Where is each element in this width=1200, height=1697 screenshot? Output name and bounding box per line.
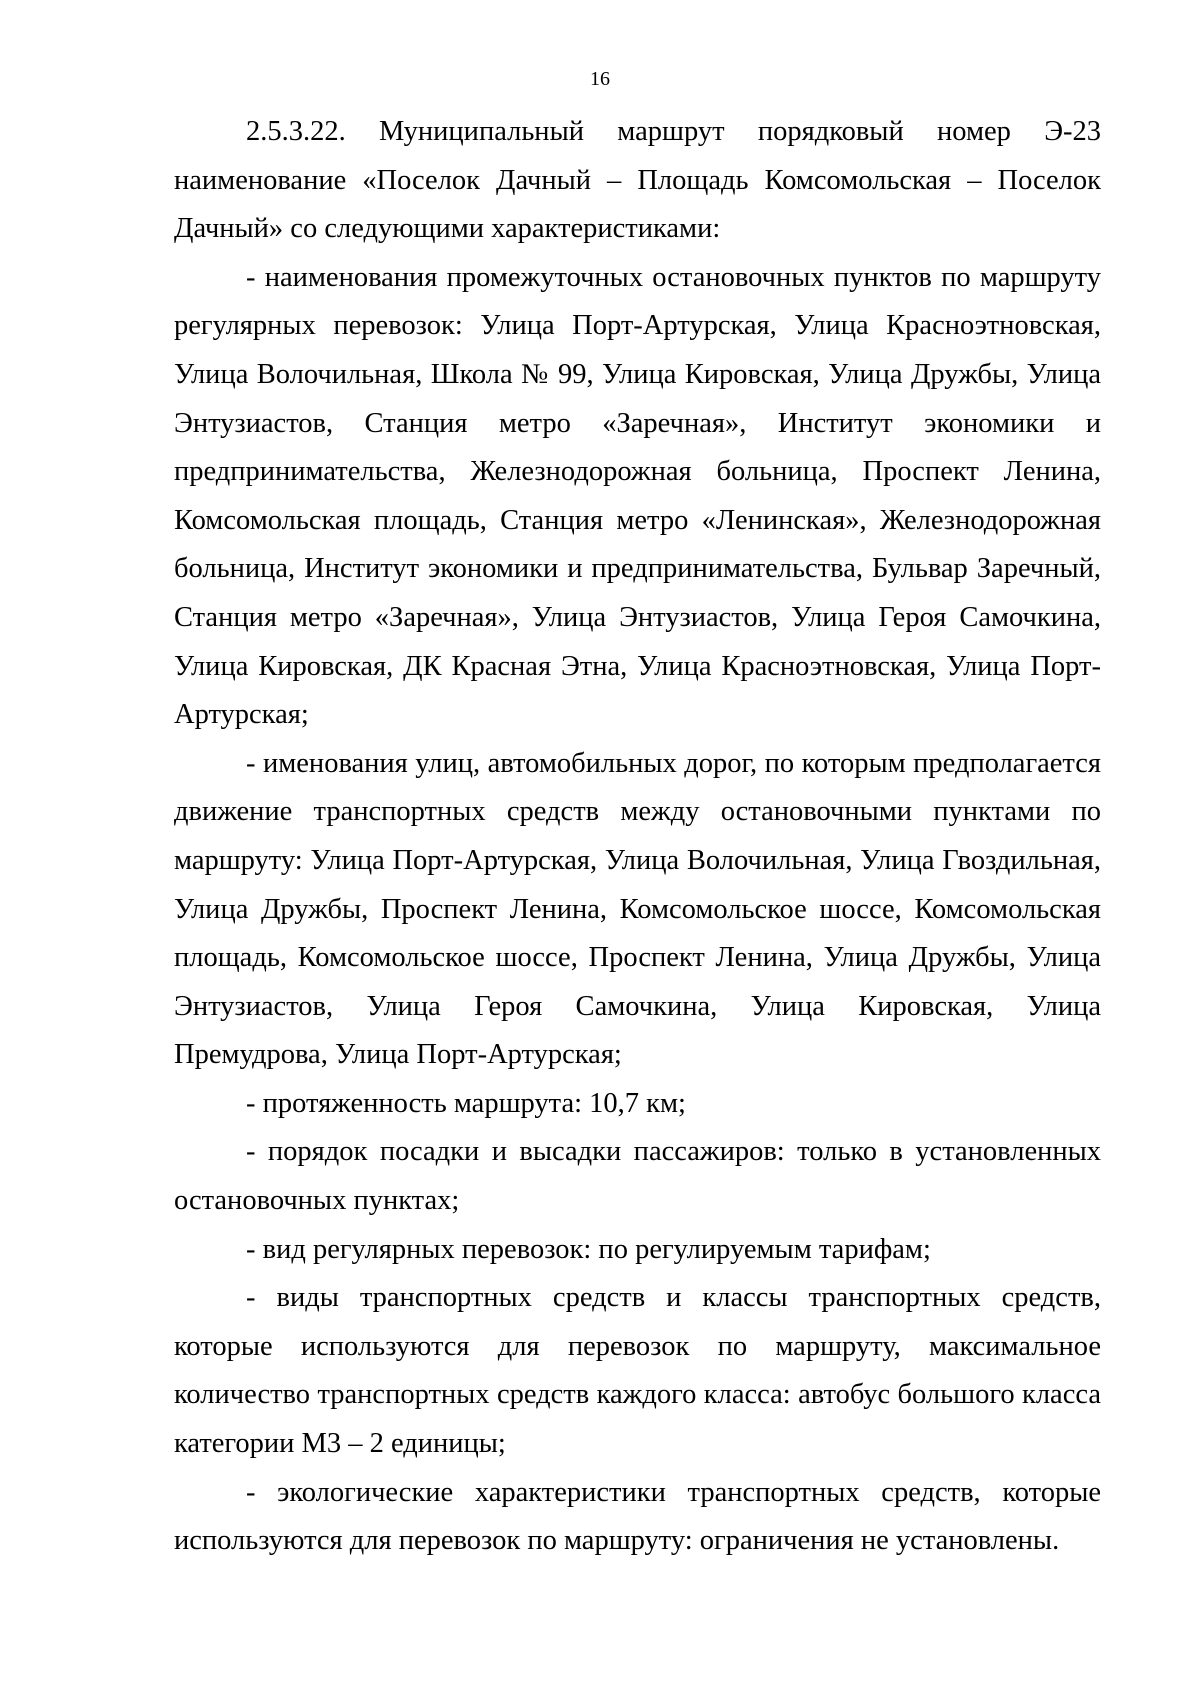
section-heading: 2.5.3.22. Муниципальный маршрут порядковый номер Э-23 наименование «Поселок Дачный – Площадь Комсомольская – Поселок Дачный» со следующими характеристиками: xyxy=(174,116,1101,245)
item-ecological-characteristics: - экологические характеристики транспортных средств, которые используются для перевозок по маршруту: ограничения не установлены. xyxy=(174,1476,1101,1557)
item-streets-list: - именования улиц, автомобильных дорог, по которым предполагается движение транспортных средств между остановочными пунктами по маршруту: Улица Порт-Артурская, Улица Волочильная, Улица Гвоздильная, Улица Дружбы, Проспект Ленина, Комсомольское шоссе, Комсомольская площадь, Комсомольское шоссе, Проспект Ленина, Улица Дружбы, Улица Энтузиастов, Улица Героя Самочкина, Улица Кировская, Улица Премудрова, Улица Порт-Артурская; xyxy=(174,747,1101,1071)
item-vehicle-classes: - виды транспортных средств и классы транспортных средств, которые используются для перевозок по маршруту, максимальное количество транспортных средств каждого класса: автобус большого класса категории М3 – 2 единицы; xyxy=(174,1282,1101,1460)
item-route-length: - протяженность маршрута: 10,7 км; xyxy=(246,1087,686,1119)
item-transport-type: - вид регулярных перевозок: по регулируемым тарифам; xyxy=(246,1233,931,1265)
page-number: 16 xyxy=(590,68,610,90)
item-intermediate-stops: - наименования промежуточных остановочных пунктов по маршруту регулярных перевозок: Улица Порт-Артурская, Улица Красноэтновская, Улица Волочильная, Школа № 99, Улица Кировская, Улица Дружбы, Улица Энтузиастов, Станция метро «Заречная», Институт экономики и предпринимательства, Железнодорожная больница, Проспект Ленина, Комсомольская площадь, Станция метро «Ленинская», Железнодорожная больница, Институт экономики и предпринимательства, Бульвар Заречный, Станция метро «Заречная», Улица Энтузиастов, Улица Героя Самочкина, Улица Кировская, ДК Красная Этна, Улица Красноэтновская, Улица Порт-Артурская; xyxy=(174,261,1101,731)
item-boarding-order: - порядок посадки и высадки пассажиров: только в установленных остановочных пунктах; xyxy=(174,1136,1101,1217)
document-body xyxy=(174,108,1101,1566)
